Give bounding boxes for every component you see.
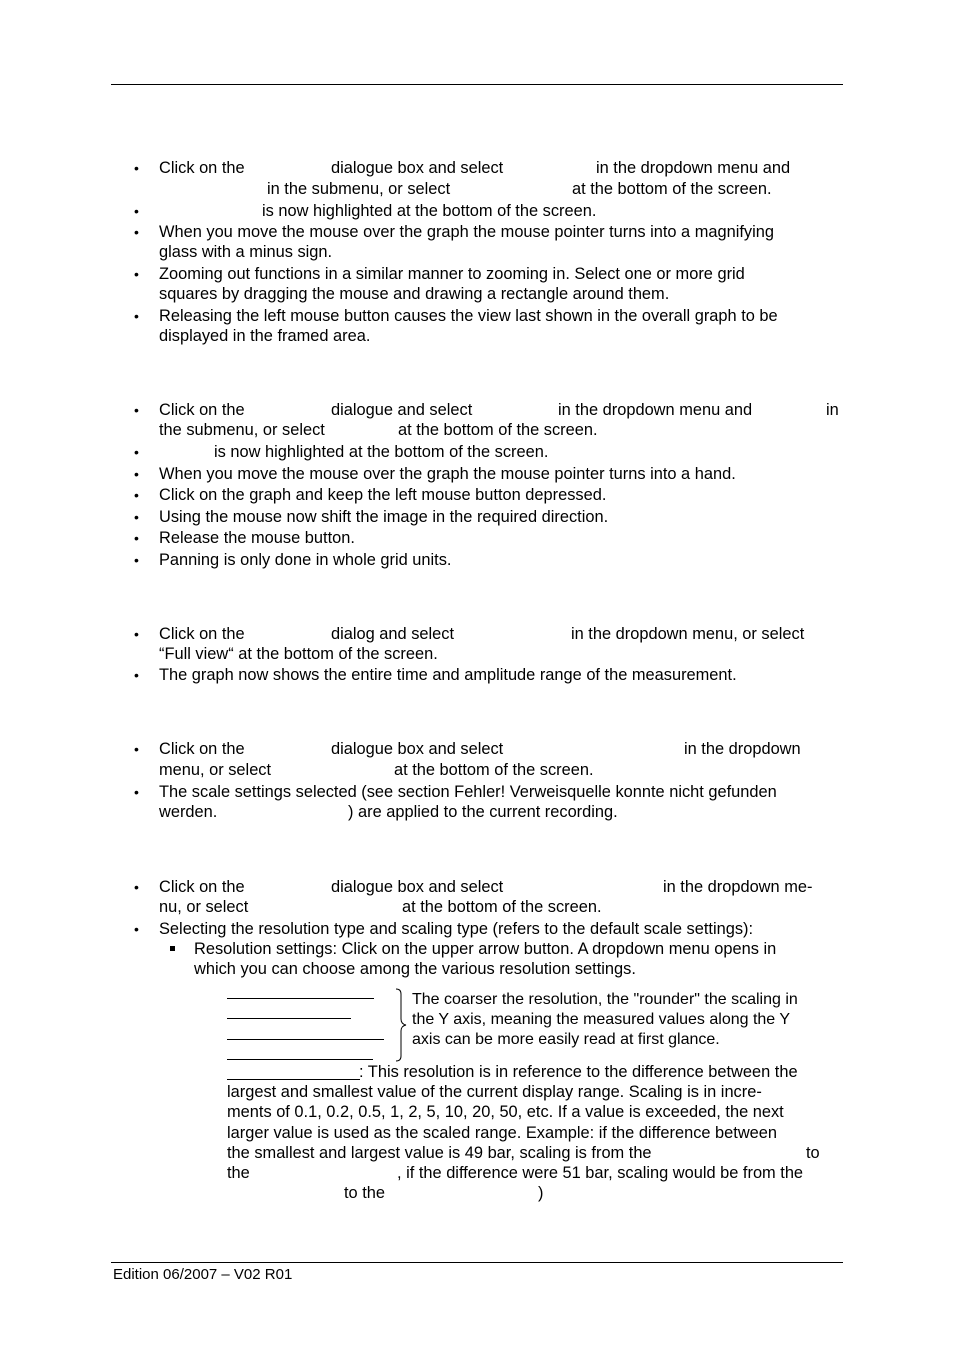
header-rule	[111, 84, 843, 85]
text: Click on the	[159, 159, 245, 177]
text: )	[538, 1184, 544, 1202]
text: largest and smallest value of the current display range. Scaling is in incre-	[227, 1083, 762, 1101]
text: in the submenu, or select	[267, 180, 451, 198]
bullet: •	[134, 444, 139, 460]
bullet: •	[134, 203, 139, 219]
text: : This resolution is in reference to the difference between the	[359, 1063, 798, 1081]
bullet: •	[134, 921, 139, 937]
bullet: •	[134, 741, 139, 757]
text: Click on the	[159, 878, 245, 896]
text: is now highlighted at the bottom of the screen.	[262, 202, 597, 220]
text: is now highlighted at the bottom of the screen.	[214, 443, 549, 461]
text: to the	[344, 1184, 386, 1202]
text: The coarser the resolution, the "rounder" the scaling in	[412, 991, 798, 1008]
bullet: •	[134, 466, 139, 482]
bullet: •	[134, 509, 139, 525]
text: in the dropdown menu, or select	[571, 625, 805, 643]
text: the Y axis, meaning the measured values along the Y	[412, 1011, 791, 1028]
text: in	[826, 401, 839, 419]
text: When you move the mouse over the graph the mouse pointer turns into a magnifying	[159, 223, 774, 241]
bullet: •	[134, 266, 139, 282]
text: which you can choose among the various resolution settings.	[194, 960, 636, 978]
text: larger value is used as the scaled range. Example: if the difference between	[227, 1124, 778, 1142]
bullet: •	[134, 308, 139, 324]
text: Click on the graph and keep the left mouse button depressed.	[159, 486, 607, 504]
text: dialogue box and select	[331, 740, 504, 758]
text: in the dropdown me-	[663, 878, 813, 896]
text: Selecting the resolution type and scaling type (refers to the default scale settings):	[159, 920, 754, 938]
text: glass with a minus sign.	[159, 243, 333, 261]
text: in the dropdown menu and	[558, 401, 753, 419]
text: at the bottom of the screen.	[398, 421, 598, 439]
bullet: •	[134, 530, 139, 546]
text: , if the difference were 51 bar, scaling would be from the	[397, 1164, 804, 1182]
text: menu, or select	[159, 761, 272, 779]
text: the smallest and largest value is 49 bar, scaling is from the	[227, 1144, 652, 1162]
footer-edition: Edition 06/2007 – V02 R01	[113, 1266, 293, 1283]
text: ) are applied to the current recording.	[348, 803, 618, 821]
text: to	[806, 1144, 820, 1162]
text: Click on the	[159, 740, 245, 758]
bullet: •	[134, 160, 139, 176]
underline-blank	[227, 1039, 384, 1040]
underline-blank	[227, 998, 374, 999]
square-bullet	[170, 946, 175, 951]
text: Resolution settings: Click on the upper arrow button. A dropdown menu opens in	[194, 940, 777, 958]
bullet: •	[134, 626, 139, 642]
text: dialogue box and select	[331, 878, 504, 896]
text: Panning is only done in whole grid units.	[159, 551, 452, 569]
text: Using the mouse now shift the image in the required direction.	[159, 508, 609, 526]
text: the	[227, 1164, 250, 1182]
bullet: •	[134, 224, 139, 240]
text: squares by dragging the mouse and drawing a rectangle around them.	[159, 285, 670, 303]
underline-blank	[227, 1018, 351, 1019]
text: Click on the	[159, 625, 245, 643]
text: “Full view“ at the bottom of the screen.	[159, 645, 438, 663]
bullet: •	[134, 552, 139, 568]
text: in the dropdown menu and	[596, 159, 791, 177]
bullet: •	[134, 784, 139, 800]
text: axis can be more easily read at first glance.	[412, 1031, 720, 1048]
text: displayed in the framed area.	[159, 327, 371, 345]
text: Zooming out functions in a similar manner to zooming in. Select one or more grid	[159, 265, 745, 283]
text: dialog and select	[331, 625, 455, 643]
underline-blank	[227, 1079, 360, 1080]
bullet: •	[134, 667, 139, 683]
text: The graph now shows the entire time and amplitude range of the measurement.	[159, 666, 737, 684]
text: the submenu, or select	[159, 421, 325, 439]
footer-rule	[111, 1262, 843, 1263]
text: dialogue and select	[331, 401, 473, 419]
text: Release the mouse button.	[159, 529, 355, 547]
text: at the bottom of the screen.	[402, 898, 602, 916]
text: Click on the	[159, 401, 245, 419]
brace-icon	[394, 988, 410, 1062]
text: at the bottom of the screen.	[572, 180, 772, 198]
text: dialogue box and select	[331, 159, 504, 177]
bullet: •	[134, 402, 139, 418]
text: When you move the mouse over the graph the mouse pointer turns into a hand.	[159, 465, 736, 483]
text: Releasing the left mouse button causes the view last shown in the overall graph to be	[159, 307, 778, 325]
text: at the bottom of the screen.	[394, 761, 594, 779]
text: werden.	[159, 803, 218, 821]
text: in the dropdown	[684, 740, 801, 758]
bullet: •	[134, 487, 139, 503]
text: nu, or select	[159, 898, 249, 916]
bullet: •	[134, 879, 139, 895]
text: The scale settings selected (see section Fehler! Verweisquelle konnte nicht gefunden	[159, 783, 777, 801]
underline-blank	[227, 1059, 373, 1060]
text: ments of 0.1, 0.2, 0.5, 1, 2, 5, 10, 20, 50, etc. If a value is exceeded, the next	[227, 1103, 784, 1121]
